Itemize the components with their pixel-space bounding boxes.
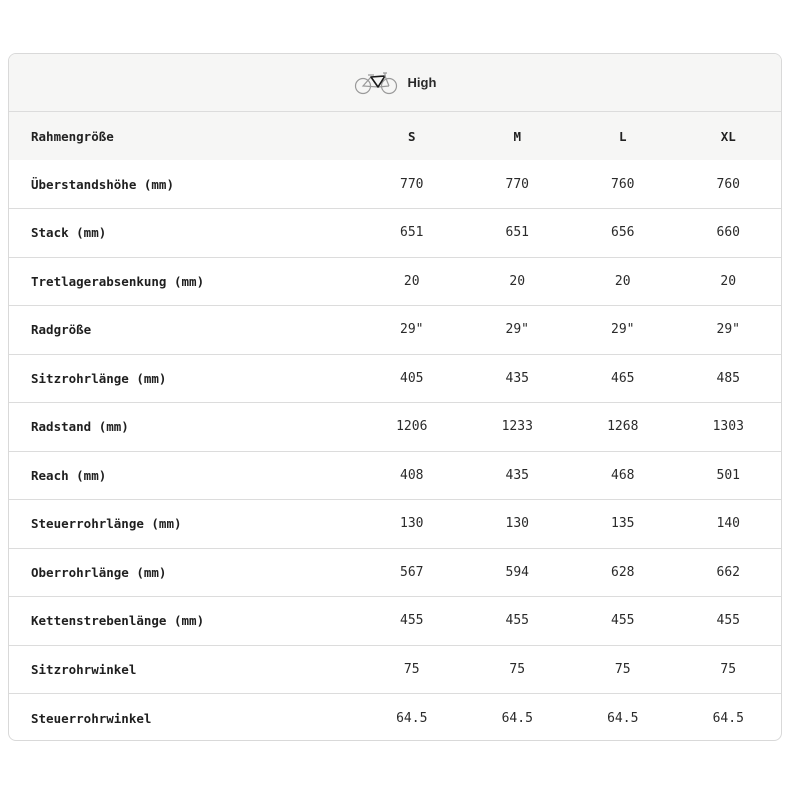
table-cell: 455 — [400, 613, 424, 629]
table-cell: 75 — [720, 661, 737, 677]
row-label: Reach (mm) — [31, 467, 107, 483]
table-row — [9, 306, 781, 355]
table-cell: 455 — [505, 613, 529, 629]
table-row — [9, 354, 781, 403]
table-cell: 1303 — [712, 419, 744, 435]
column-header-frame-size: Rahmengröße — [31, 128, 114, 144]
table-row — [9, 548, 781, 597]
table-cell: 408 — [400, 467, 424, 483]
table-row — [9, 160, 781, 209]
table-cell: 662 — [716, 564, 740, 580]
table-row — [9, 257, 781, 306]
row-label: Überstandshöhe (mm) — [31, 176, 174, 192]
table-cell: 20 — [614, 273, 631, 289]
table-cell: 405 — [400, 370, 424, 386]
table-cell: 435 — [505, 370, 529, 386]
table-cell: 455 — [716, 613, 740, 629]
row-label: Oberrohrlänge (mm) — [31, 564, 167, 580]
row-label: Steuerrohrlänge (mm) — [31, 516, 182, 532]
table-cell: 1206 — [396, 419, 428, 435]
table-cell: 485 — [716, 370, 740, 386]
table-cell: 75 — [509, 661, 526, 677]
geometry-variant-label: High — [407, 75, 437, 90]
bicycle-icon — [354, 70, 398, 96]
geometry-table — [9, 112, 781, 741]
table-cell: 29" — [611, 322, 635, 338]
table-cell: 64.5 — [501, 710, 533, 726]
table-cell: 501 — [716, 467, 740, 483]
row-label: Sitzrohrwinkel — [31, 661, 137, 677]
table-cell: 64.5 — [607, 710, 639, 726]
row-label: Sitzrohrlänge (mm) — [31, 370, 167, 386]
column-header-s: S — [407, 128, 416, 144]
table-cell: 130 — [505, 516, 529, 532]
column-header-m: M — [513, 128, 522, 144]
table-cell: 651 — [400, 225, 424, 241]
table-cell: 130 — [400, 516, 424, 532]
table-cell: 29" — [505, 322, 529, 338]
table-row — [9, 451, 781, 500]
table-cell: 20 — [403, 273, 420, 289]
table-cell: 760 — [716, 176, 740, 192]
table-cell: 29" — [716, 322, 740, 338]
table-cell: 468 — [611, 467, 635, 483]
table-cell: 760 — [611, 176, 635, 192]
table-cell: 1268 — [607, 419, 639, 435]
table-cell: 465 — [611, 370, 635, 386]
table-row — [9, 645, 781, 694]
table-cell: 770 — [505, 176, 529, 192]
table-cell: 628 — [611, 564, 635, 580]
table-cell: 20 — [720, 273, 737, 289]
row-label: Tretlagerabsenkung (mm) — [31, 273, 205, 289]
column-header-xl: XL — [720, 128, 736, 144]
table-cell: 770 — [400, 176, 424, 192]
table-cell: 455 — [611, 613, 635, 629]
row-label: Stack (mm) — [31, 225, 107, 241]
table-cell: 656 — [611, 225, 635, 241]
geometry-header — [9, 54, 781, 112]
table-cell: 75 — [614, 661, 631, 677]
table-cell: 29" — [400, 322, 424, 338]
table-row — [9, 403, 781, 452]
table-cell: 140 — [716, 516, 740, 532]
row-label: Steuerrohrwinkel — [31, 710, 152, 726]
table-cell: 64.5 — [712, 710, 744, 726]
geometry-card — [8, 53, 782, 741]
row-label: Radstand (mm) — [31, 419, 129, 435]
table-row — [9, 694, 781, 742]
table-cell: 20 — [509, 273, 526, 289]
table-cell: 567 — [400, 564, 424, 580]
table-cell: 594 — [505, 564, 529, 580]
column-header-l: L — [618, 128, 627, 144]
table-cell: 75 — [403, 661, 420, 677]
table-cell: 64.5 — [396, 710, 428, 726]
table-cell: 435 — [505, 467, 529, 483]
table-cell: 135 — [611, 516, 635, 532]
row-label: Kettenstrebenlänge (mm) — [31, 613, 205, 629]
table-row — [9, 597, 781, 646]
table-cell: 651 — [505, 225, 529, 241]
table-cell: 660 — [716, 225, 740, 241]
table-row — [9, 500, 781, 549]
row-label: Radgröße — [31, 322, 92, 338]
table-header-row — [9, 112, 781, 160]
table-cell: 1233 — [501, 419, 533, 435]
table-row — [9, 209, 781, 258]
